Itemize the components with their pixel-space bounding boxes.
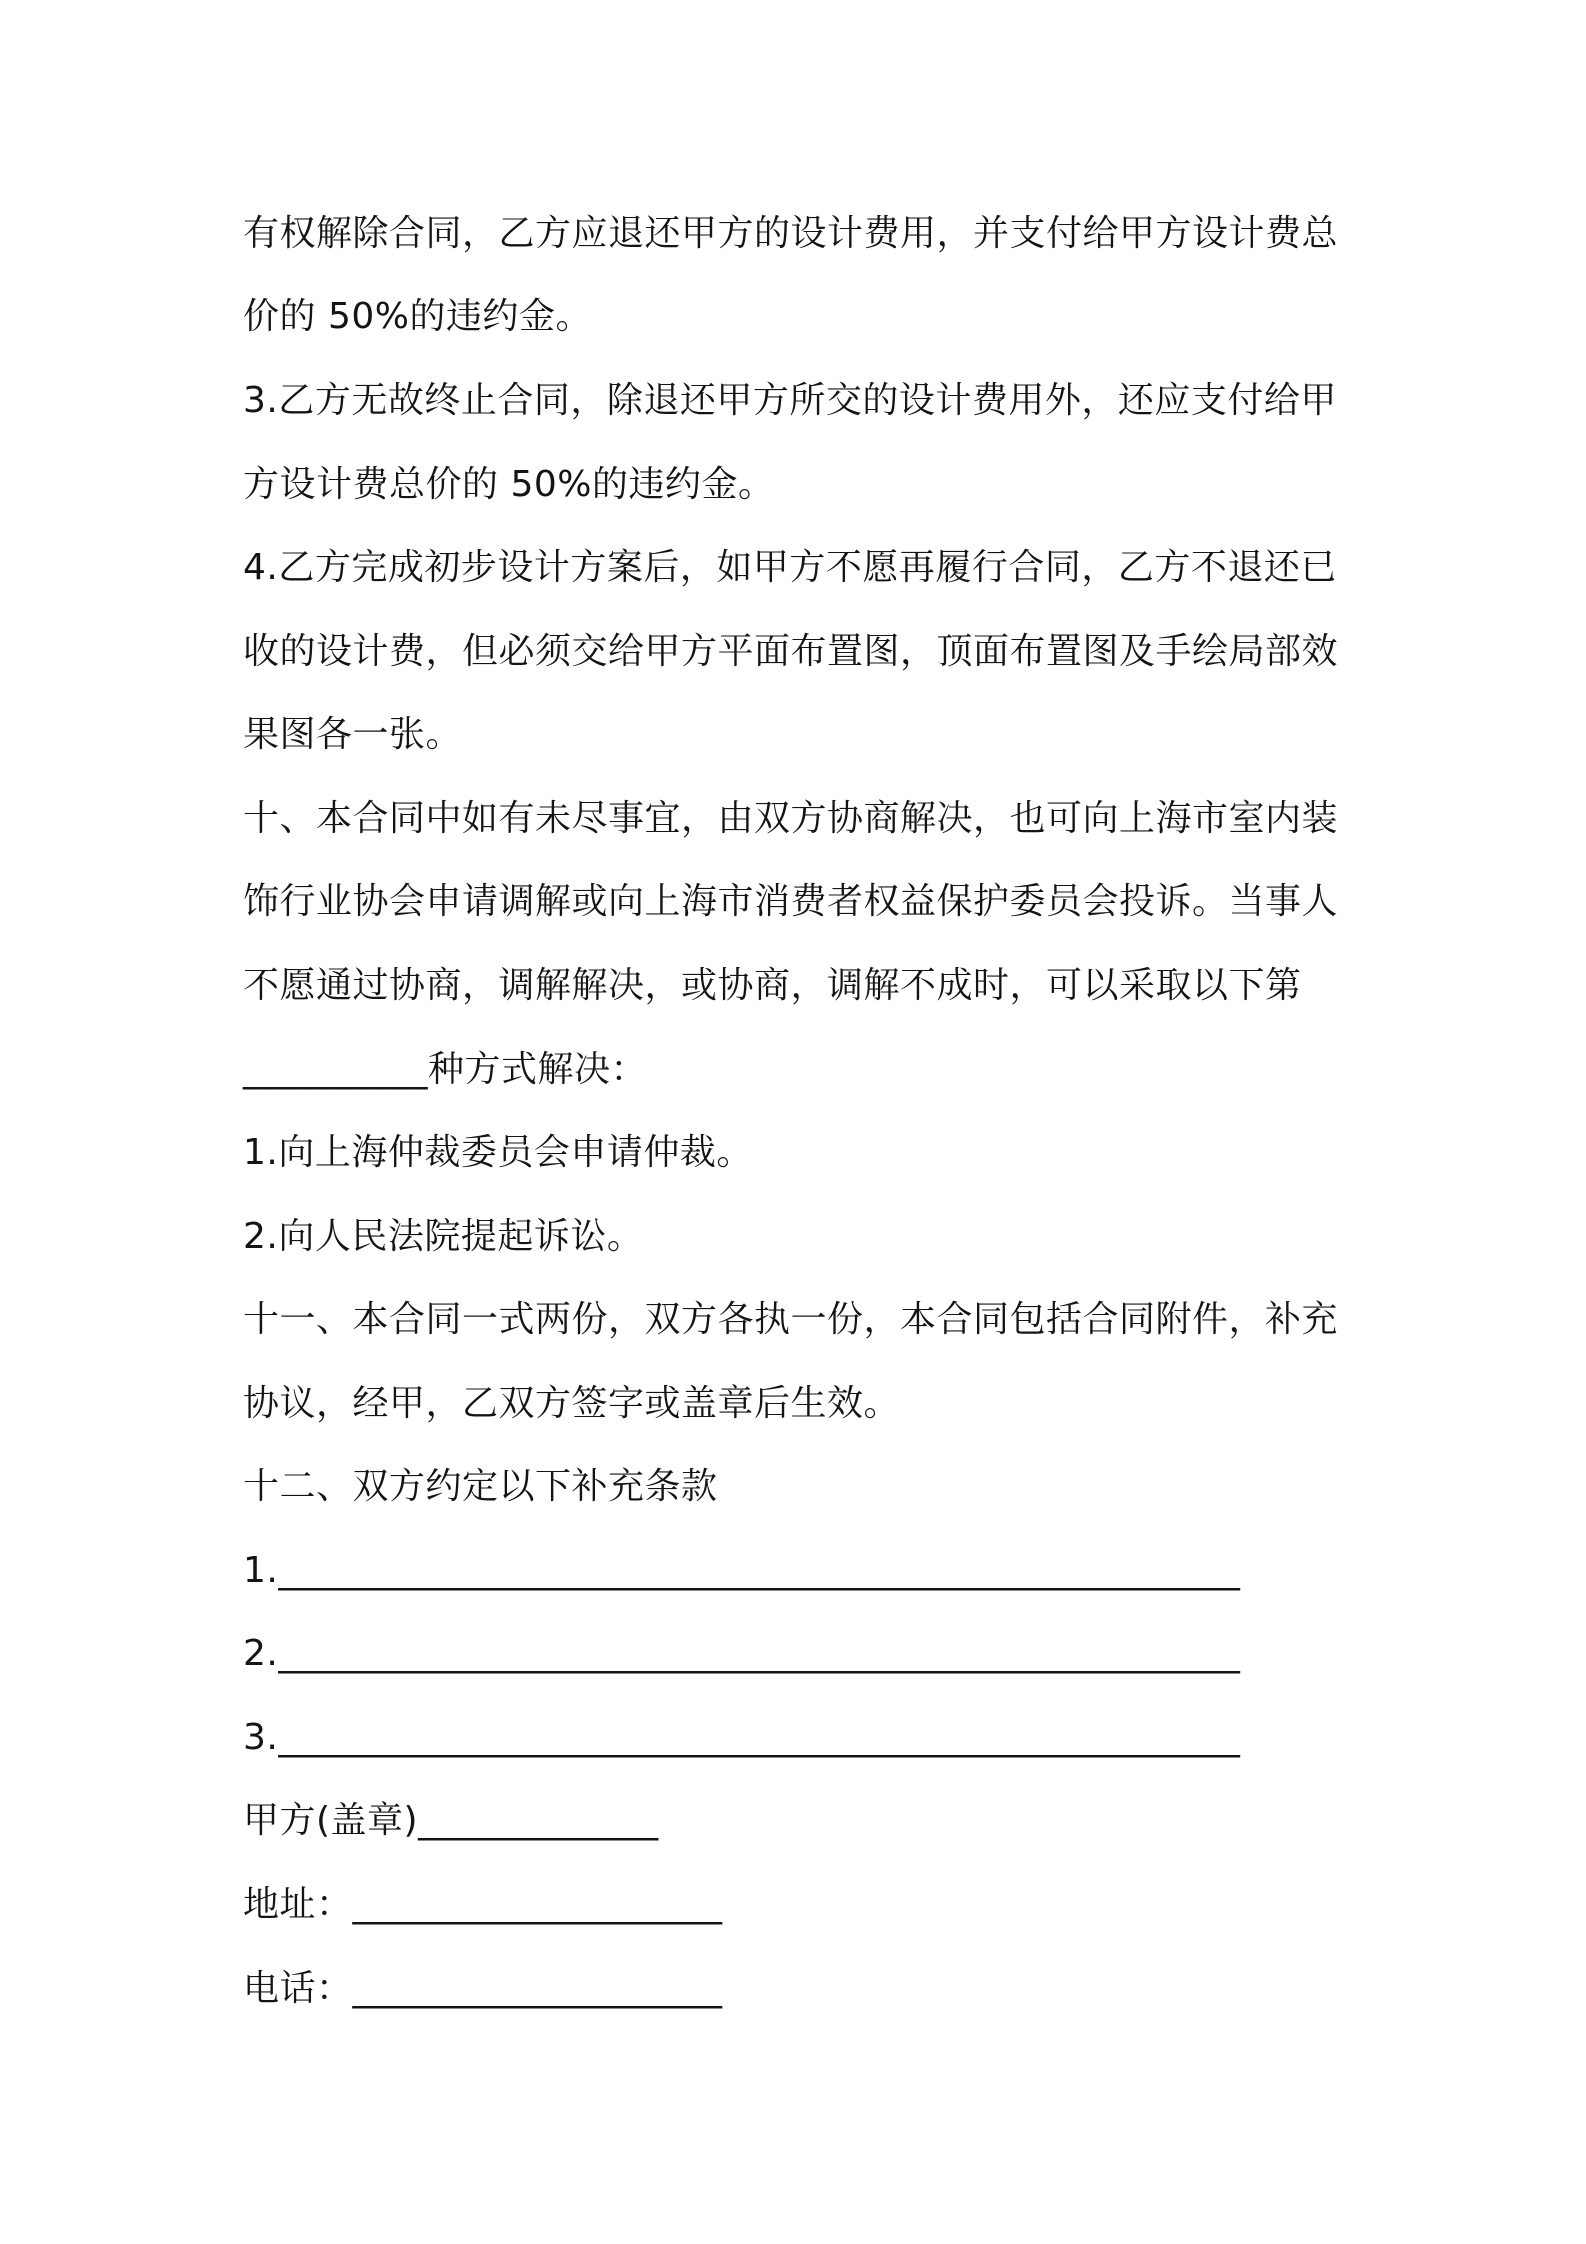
paragraph-line: 价的 50%的违约金。 [243, 296, 592, 337]
clause-4-line: 收的设计费，但必须交给甲方平面布置图，顶面布置图及手绘局部效 [243, 631, 1339, 672]
paragraph-line: 有权解除合同，乙方应退还甲方的设计费用，并支付给甲方设计费总 [243, 213, 1339, 254]
dispute-option-2: 2.向人民法院提起诉讼。 [243, 1216, 644, 1257]
clause-4-line: 4.乙方完成初步设计方案后，如甲方不愿再履行合同，乙方不退还已 [243, 547, 1337, 588]
phone-blank: 电话：____________________ [243, 1968, 723, 2009]
section-11-line: 协议，经甲，乙双方签字或盖章后生效。 [243, 1383, 901, 1424]
dispute-method-blank-line: __________种方式解决： [243, 1049, 648, 1090]
section-11-line: 十一、本合同一式两份，双方各执一份，本合同包括合同附件，补充 [243, 1299, 1339, 1340]
section-10-line: 饰行业协会申请调解或向上海市消费者权益保护委员会投诉。当事人 [243, 881, 1339, 922]
clause-3-line: 3.乙方无故终止合同，除退还甲方所交的设计费用外，还应支付给甲 [243, 380, 1337, 421]
supplementary-clause-2-blank: 2.____________________________________________________ [243, 1633, 1241, 1674]
section-10-line: 不愿通过协商，调解解决，或协商，调解不成时，可以采取以下第 [243, 965, 1302, 1006]
party-a-seal-blank: 甲方(盖章)_____________ [243, 1800, 659, 1841]
dispute-option-1: 1.向上海仲裁委员会申请仲裁。 [243, 1132, 753, 1173]
supplementary-clause-1-blank: 1.____________________________________________________ [243, 1550, 1241, 1591]
supplementary-clause-3-blank: 3.____________________________________________________ [243, 1717, 1241, 1758]
clause-3-line: 方设计费总价的 50%的违约金。 [243, 464, 775, 505]
section-10-line: 十、本合同中如有未尽事宜，由双方协商解决，也可向上海市室内装 [243, 798, 1339, 839]
section-12-heading: 十二、双方约定以下补充条款 [243, 1466, 718, 1507]
address-blank: 地址：____________________ [243, 1884, 723, 1925]
clause-4-line: 果图各一张。 [243, 714, 463, 755]
